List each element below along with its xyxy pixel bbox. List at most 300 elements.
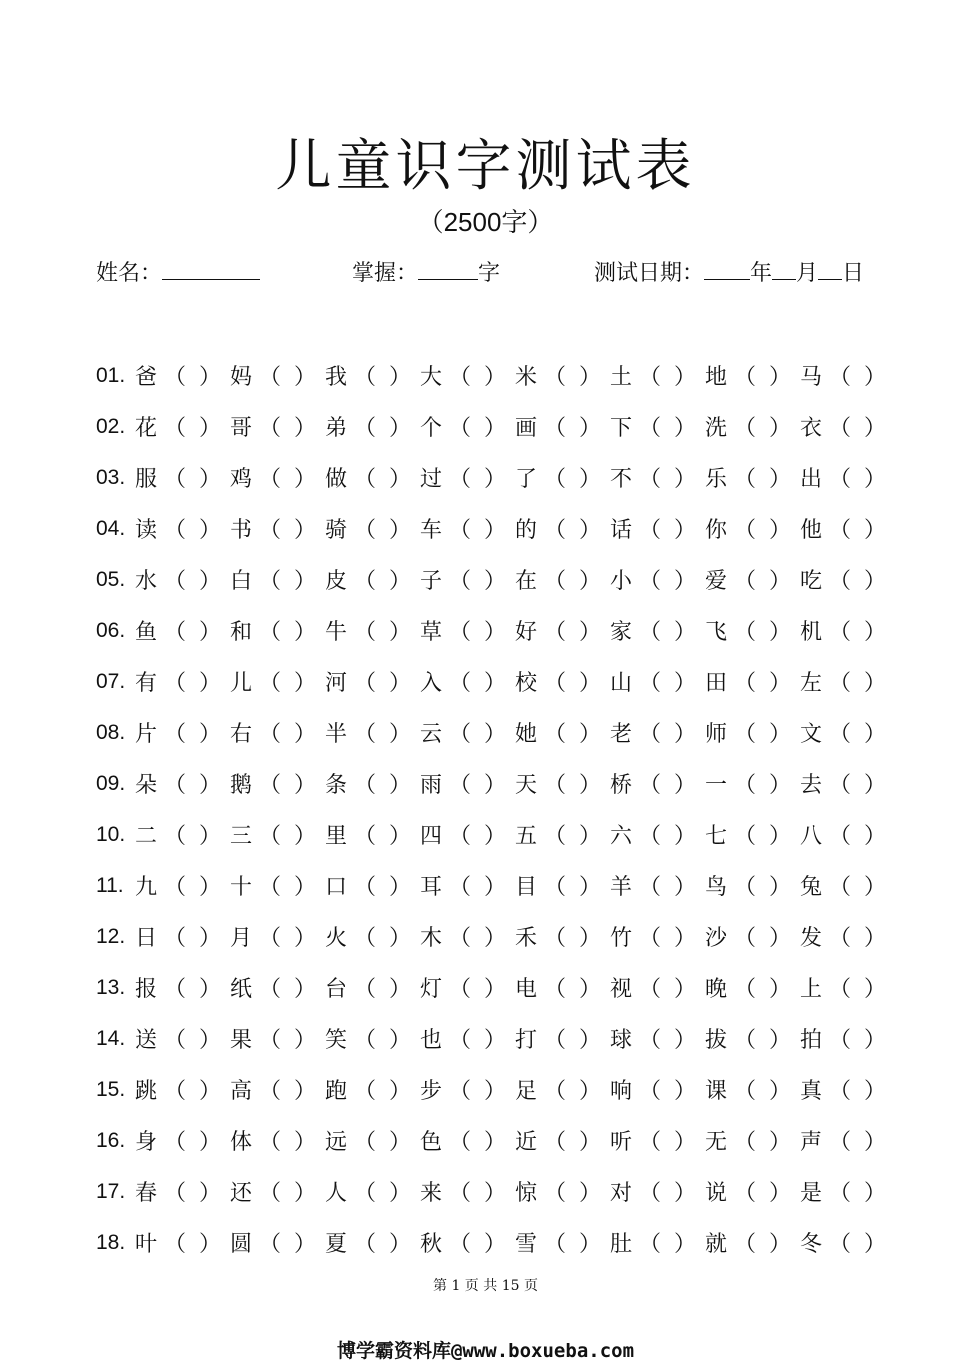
character: 皮 xyxy=(324,569,347,594)
character: 天 xyxy=(514,773,537,798)
character-cell xyxy=(799,972,894,1003)
answer-blank[interactable] xyxy=(348,921,419,952)
answer-blank[interactable] xyxy=(728,870,799,901)
paren-close: ） xyxy=(768,722,791,747)
answer-blank[interactable] xyxy=(443,921,514,952)
answer-blank[interactable] xyxy=(253,462,324,493)
day-label: 日 xyxy=(842,261,865,286)
paren-close: ） xyxy=(578,875,601,900)
paren-close: ） xyxy=(673,518,696,543)
grid-row xyxy=(96,1115,894,1166)
character-cell xyxy=(514,819,609,850)
paren-close: ） xyxy=(863,926,886,951)
answer-blank[interactable] xyxy=(823,513,894,544)
date-field[interactable] xyxy=(594,255,864,287)
answer-blank[interactable] xyxy=(633,870,704,901)
answer-blank[interactable] xyxy=(443,564,514,595)
paren-open: （ xyxy=(734,824,757,849)
paren-close: ） xyxy=(863,620,886,645)
subtitle-count: 2500 xyxy=(443,207,502,237)
answer-blank[interactable] xyxy=(728,1074,799,1105)
character-cell xyxy=(799,717,894,748)
answer-blank[interactable] xyxy=(348,1125,419,1156)
paren-open: （ xyxy=(639,518,662,543)
answer-blank[interactable] xyxy=(728,819,799,850)
paren-open: （ xyxy=(544,875,567,900)
answer-blank[interactable] xyxy=(823,717,894,748)
row-number: 09. xyxy=(96,771,126,795)
character: 家 xyxy=(609,620,632,645)
paren-close: ） xyxy=(388,671,411,696)
character: 视 xyxy=(609,977,632,1002)
answer-blank[interactable] xyxy=(253,1176,324,1207)
answer-blank[interactable] xyxy=(538,666,609,697)
answer-blank[interactable] xyxy=(538,768,609,799)
answer-blank[interactable] xyxy=(633,513,704,544)
answer-blank[interactable] xyxy=(443,1074,514,1105)
answer-blank[interactable] xyxy=(633,717,704,748)
character: 飞 xyxy=(704,620,727,645)
row-number: 12. xyxy=(96,924,126,948)
paren-open: （ xyxy=(734,926,757,951)
answer-blank[interactable] xyxy=(538,615,609,646)
character-cell xyxy=(419,1176,514,1207)
answer-blank[interactable] xyxy=(633,819,704,850)
answer-blank[interactable] xyxy=(348,717,419,748)
character: 发 xyxy=(799,926,822,951)
paren-close: ） xyxy=(863,1079,886,1104)
character: 沙 xyxy=(704,926,727,951)
answer-blank[interactable] xyxy=(158,615,229,646)
character: 鱼 xyxy=(134,620,157,645)
answer-blank[interactable] xyxy=(728,1176,799,1207)
answer-blank[interactable] xyxy=(348,462,419,493)
answer-blank[interactable] xyxy=(253,972,324,1003)
answer-blank[interactable] xyxy=(348,768,419,799)
paren-open: （ xyxy=(829,977,852,1002)
answer-blank[interactable] xyxy=(538,870,609,901)
character: 体 xyxy=(229,1130,252,1155)
character-cell xyxy=(229,615,324,646)
answer-blank[interactable] xyxy=(633,615,704,646)
answer-blank[interactable] xyxy=(538,717,609,748)
answer-blank[interactable] xyxy=(633,1023,704,1054)
character-cell xyxy=(704,411,799,442)
paren-close: ） xyxy=(293,671,316,696)
answer-blank[interactable] xyxy=(728,921,799,952)
paren-open: （ xyxy=(164,1028,187,1053)
answer-blank[interactable] xyxy=(728,411,799,442)
answer-blank[interactable] xyxy=(633,360,704,391)
answer-blank[interactable] xyxy=(443,768,514,799)
answer-blank[interactable] xyxy=(158,819,229,850)
day-blank[interactable] xyxy=(818,255,842,280)
paren-close: ） xyxy=(198,1232,221,1257)
answer-blank[interactable] xyxy=(538,972,609,1003)
character-cell xyxy=(609,819,704,850)
answer-blank[interactable] xyxy=(633,972,704,1003)
paren-open: （ xyxy=(259,569,282,594)
answer-blank[interactable] xyxy=(823,972,894,1003)
character: 来 xyxy=(419,1181,442,1206)
answer-blank[interactable] xyxy=(823,921,894,952)
character: 五 xyxy=(514,824,537,849)
answer-blank[interactable] xyxy=(633,564,704,595)
paren-open: （ xyxy=(639,926,662,951)
answer-blank[interactable] xyxy=(348,666,419,697)
answer-blank[interactable] xyxy=(728,360,799,391)
answer-blank[interactable] xyxy=(158,360,229,391)
answer-blank[interactable] xyxy=(633,768,704,799)
answer-blank[interactable] xyxy=(823,666,894,697)
paren-close: ） xyxy=(483,875,506,900)
character: 叶 xyxy=(134,1232,157,1257)
paren-close: ） xyxy=(198,1181,221,1206)
character-cell xyxy=(609,1227,704,1258)
grid-row xyxy=(96,962,894,1013)
character-cell xyxy=(419,666,514,697)
paren-close: ） xyxy=(198,1028,221,1053)
answer-blank[interactable] xyxy=(538,411,609,442)
answer-blank[interactable] xyxy=(348,972,419,1003)
answer-blank[interactable] xyxy=(158,1176,229,1207)
answer-blank[interactable] xyxy=(443,1023,514,1054)
character: 乐 xyxy=(704,467,727,492)
answer-blank[interactable] xyxy=(728,1023,799,1054)
answer-blank[interactable] xyxy=(443,870,514,901)
answer-blank[interactable] xyxy=(443,411,514,442)
answer-blank[interactable] xyxy=(443,615,514,646)
answer-blank[interactable] xyxy=(253,921,324,952)
character: 师 xyxy=(704,722,727,747)
paren-open: （ xyxy=(544,1079,567,1104)
character-cell xyxy=(514,615,609,646)
paren-open: （ xyxy=(734,569,757,594)
character: 车 xyxy=(419,518,442,543)
paren-open: （ xyxy=(164,875,187,900)
answer-blank[interactable] xyxy=(253,819,324,850)
paren-close: ） xyxy=(483,416,506,441)
answer-blank[interactable] xyxy=(158,1074,229,1105)
character-cell xyxy=(229,1227,324,1258)
answer-blank[interactable] xyxy=(443,819,514,850)
answer-blank[interactable] xyxy=(253,564,324,595)
character-cell xyxy=(799,921,894,952)
character-cell xyxy=(419,615,514,646)
character: 拔 xyxy=(704,1028,727,1053)
paren-open: （ xyxy=(829,722,852,747)
answer-blank[interactable] xyxy=(348,819,419,850)
answer-blank[interactable] xyxy=(348,360,419,391)
answer-blank[interactable] xyxy=(633,1227,704,1258)
paren-close: ） xyxy=(198,518,221,543)
answer-blank[interactable] xyxy=(253,768,324,799)
answer-blank[interactable] xyxy=(253,717,324,748)
answer-blank[interactable] xyxy=(728,513,799,544)
answer-blank[interactable] xyxy=(538,462,609,493)
answer-blank[interactable] xyxy=(443,1125,514,1156)
paren-open: （ xyxy=(449,875,472,900)
character: 打 xyxy=(514,1028,537,1053)
answer-blank[interactable] xyxy=(443,1227,514,1258)
mastery-blank[interactable] xyxy=(418,255,478,280)
answer-blank[interactable] xyxy=(253,1227,324,1258)
character-cell xyxy=(514,768,609,799)
paren-close: ） xyxy=(483,722,506,747)
paren-close: ） xyxy=(388,416,411,441)
answer-blank[interactable] xyxy=(348,564,419,595)
answer-blank[interactable] xyxy=(158,1023,229,1054)
character: 步 xyxy=(419,1079,442,1104)
answer-blank[interactable] xyxy=(348,1074,419,1105)
answer-blank[interactable] xyxy=(158,1125,229,1156)
character-cell xyxy=(324,717,419,748)
paren-close: ） xyxy=(578,416,601,441)
answer-blank[interactable] xyxy=(253,1125,324,1156)
answer-blank[interactable] xyxy=(348,513,419,544)
paren-open: （ xyxy=(449,1232,472,1257)
answer-blank[interactable] xyxy=(728,462,799,493)
paren-open: （ xyxy=(354,1130,377,1155)
answer-blank[interactable] xyxy=(538,513,609,544)
paren-close: ） xyxy=(293,1232,316,1257)
paren-open: （ xyxy=(544,365,567,390)
paren-close: ） xyxy=(578,977,601,1002)
answer-blank[interactable] xyxy=(348,1176,419,1207)
paren-open: （ xyxy=(259,467,282,492)
paren-open: （ xyxy=(734,1130,757,1155)
answer-blank[interactable] xyxy=(823,1125,894,1156)
answer-blank[interactable] xyxy=(823,819,894,850)
answer-blank[interactable] xyxy=(633,1074,704,1105)
paren-open: （ xyxy=(449,569,472,594)
answer-blank[interactable] xyxy=(823,411,894,442)
character: 身 xyxy=(134,1130,157,1155)
character: 目 xyxy=(514,875,537,900)
paren-close: ） xyxy=(198,671,221,696)
answer-blank[interactable] xyxy=(823,1176,894,1207)
paren-close: ） xyxy=(673,926,696,951)
paren-close: ） xyxy=(578,926,601,951)
character-cell xyxy=(419,1125,514,1156)
character-cell xyxy=(229,717,324,748)
answer-blank[interactable] xyxy=(728,717,799,748)
character: 说 xyxy=(704,1181,727,1206)
paren-close: ） xyxy=(388,467,411,492)
character-cell xyxy=(324,870,419,901)
answer-blank[interactable] xyxy=(348,615,419,646)
answer-blank[interactable] xyxy=(253,615,324,646)
paren-close: ） xyxy=(673,824,696,849)
answer-blank[interactable] xyxy=(253,1074,324,1105)
paren-open: （ xyxy=(639,620,662,645)
answer-blank[interactable] xyxy=(633,921,704,952)
answer-blank[interactable] xyxy=(253,666,324,697)
answer-blank[interactable] xyxy=(348,411,419,442)
answer-blank[interactable] xyxy=(633,1125,704,1156)
character: 春 xyxy=(134,1181,157,1206)
character-cell xyxy=(324,1125,419,1156)
character-cell xyxy=(324,513,419,544)
answer-blank[interactable] xyxy=(443,717,514,748)
answer-blank[interactable] xyxy=(158,411,229,442)
grid-row xyxy=(96,809,894,860)
answer-blank[interactable] xyxy=(443,513,514,544)
answer-blank[interactable] xyxy=(158,972,229,1003)
paren-close: ） xyxy=(483,1181,506,1206)
answer-blank[interactable] xyxy=(823,615,894,646)
character: 鸡 xyxy=(229,467,252,492)
year-blank[interactable] xyxy=(704,255,750,280)
name-field[interactable] xyxy=(96,255,260,287)
character-cell xyxy=(324,921,419,952)
paren-open: （ xyxy=(544,722,567,747)
paren-open: （ xyxy=(544,416,567,441)
answer-blank[interactable] xyxy=(538,1227,609,1258)
answer-blank[interactable] xyxy=(823,360,894,391)
answer-blank[interactable] xyxy=(253,870,324,901)
answer-blank[interactable] xyxy=(633,462,704,493)
answer-blank[interactable] xyxy=(538,564,609,595)
answer-blank[interactable] xyxy=(348,870,419,901)
answer-blank[interactable] xyxy=(538,1074,609,1105)
answer-blank[interactable] xyxy=(823,462,894,493)
answer-blank[interactable] xyxy=(348,1227,419,1258)
mastery-field[interactable] xyxy=(352,255,500,287)
character-cell xyxy=(799,360,894,391)
paren-open: （ xyxy=(449,824,472,849)
answer-blank[interactable] xyxy=(158,462,229,493)
answer-blank[interactable] xyxy=(443,462,514,493)
paren-open: （ xyxy=(259,518,282,543)
answer-blank[interactable] xyxy=(728,615,799,646)
answer-blank[interactable] xyxy=(538,1176,609,1207)
answer-blank[interactable] xyxy=(728,666,799,697)
character: 六 xyxy=(609,824,632,849)
character: 鹅 xyxy=(229,773,252,798)
answer-blank[interactable] xyxy=(728,768,799,799)
answer-blank[interactable] xyxy=(538,1023,609,1054)
answer-blank[interactable] xyxy=(158,666,229,697)
paren-open: （ xyxy=(259,977,282,1002)
answer-blank[interactable] xyxy=(253,360,324,391)
character: 左 xyxy=(799,671,822,696)
paren-close: ） xyxy=(673,365,696,390)
answer-blank[interactable] xyxy=(538,1125,609,1156)
paren-close: ） xyxy=(198,926,221,951)
answer-blank[interactable] xyxy=(728,972,799,1003)
answer-blank[interactable] xyxy=(443,1176,514,1207)
answer-blank[interactable] xyxy=(633,1176,704,1207)
answer-blank[interactable] xyxy=(823,1074,894,1105)
answer-blank[interactable] xyxy=(253,411,324,442)
paren-close: ） xyxy=(198,620,221,645)
character: 雨 xyxy=(419,773,442,798)
paren-close: ） xyxy=(863,416,886,441)
answer-blank[interactable] xyxy=(443,972,514,1003)
paren-open: （ xyxy=(164,722,187,747)
answer-blank[interactable] xyxy=(728,564,799,595)
month-blank[interactable] xyxy=(772,255,796,280)
paren-open: （ xyxy=(829,1181,852,1206)
character-cell xyxy=(514,1074,609,1105)
character: 朵 xyxy=(134,773,157,798)
paren-open: （ xyxy=(354,926,377,951)
paren-open: （ xyxy=(639,1232,662,1257)
character-cell xyxy=(609,768,704,799)
answer-blank[interactable] xyxy=(728,1125,799,1156)
character: 你 xyxy=(704,518,727,543)
paren-close: ） xyxy=(578,518,601,543)
paren-open: （ xyxy=(734,467,757,492)
character: 爱 xyxy=(704,569,727,594)
character: 土 xyxy=(609,365,632,390)
row-number: 11. xyxy=(96,873,124,897)
paren-close: ） xyxy=(483,467,506,492)
paren-open: （ xyxy=(734,416,757,441)
answer-blank[interactable] xyxy=(823,1023,894,1054)
character-cell xyxy=(229,564,324,595)
answer-blank[interactable] xyxy=(823,768,894,799)
name-blank[interactable] xyxy=(162,255,260,280)
character-cell xyxy=(229,513,324,544)
answer-blank[interactable] xyxy=(538,819,609,850)
character: 水 xyxy=(134,569,157,594)
answer-blank[interactable] xyxy=(158,870,229,901)
answer-blank[interactable] xyxy=(348,1023,419,1054)
answer-blank[interactable] xyxy=(633,666,704,697)
answer-blank[interactable] xyxy=(538,921,609,952)
answer-blank[interactable] xyxy=(538,360,609,391)
paren-close: ） xyxy=(483,569,506,594)
paren-open: （ xyxy=(734,722,757,747)
answer-blank[interactable] xyxy=(158,1227,229,1258)
character: 话 xyxy=(609,518,632,543)
paren-close: ） xyxy=(483,824,506,849)
character: 入 xyxy=(419,671,442,696)
answer-blank[interactable] xyxy=(158,921,229,952)
character-cell xyxy=(324,666,419,697)
paren-open: （ xyxy=(164,773,187,798)
answer-blank[interactable] xyxy=(633,411,704,442)
answer-blank[interactable] xyxy=(823,564,894,595)
paren-open: （ xyxy=(354,1181,377,1206)
paren-close: ） xyxy=(198,773,221,798)
answer-blank[interactable] xyxy=(158,564,229,595)
paren-open: （ xyxy=(164,365,187,390)
answer-blank[interactable] xyxy=(443,666,514,697)
paren-open: （ xyxy=(259,1130,282,1155)
character-cell xyxy=(229,462,324,493)
character: 九 xyxy=(134,875,157,900)
character: 雪 xyxy=(514,1232,537,1257)
answer-blank[interactable] xyxy=(158,768,229,799)
answer-blank[interactable] xyxy=(158,717,229,748)
character-cell xyxy=(799,870,894,901)
row-number: 07. xyxy=(96,669,126,693)
answer-blank[interactable] xyxy=(158,513,229,544)
character: 晚 xyxy=(704,977,727,1002)
answer-blank[interactable] xyxy=(253,513,324,544)
answer-blank[interactable] xyxy=(823,1227,894,1258)
paren-close: ） xyxy=(483,620,506,645)
answer-blank[interactable] xyxy=(443,360,514,391)
answer-blank[interactable] xyxy=(728,1227,799,1258)
character-cell xyxy=(704,564,799,595)
answer-blank[interactable] xyxy=(823,870,894,901)
answer-blank[interactable] xyxy=(253,1023,324,1054)
grid-row xyxy=(96,860,894,911)
